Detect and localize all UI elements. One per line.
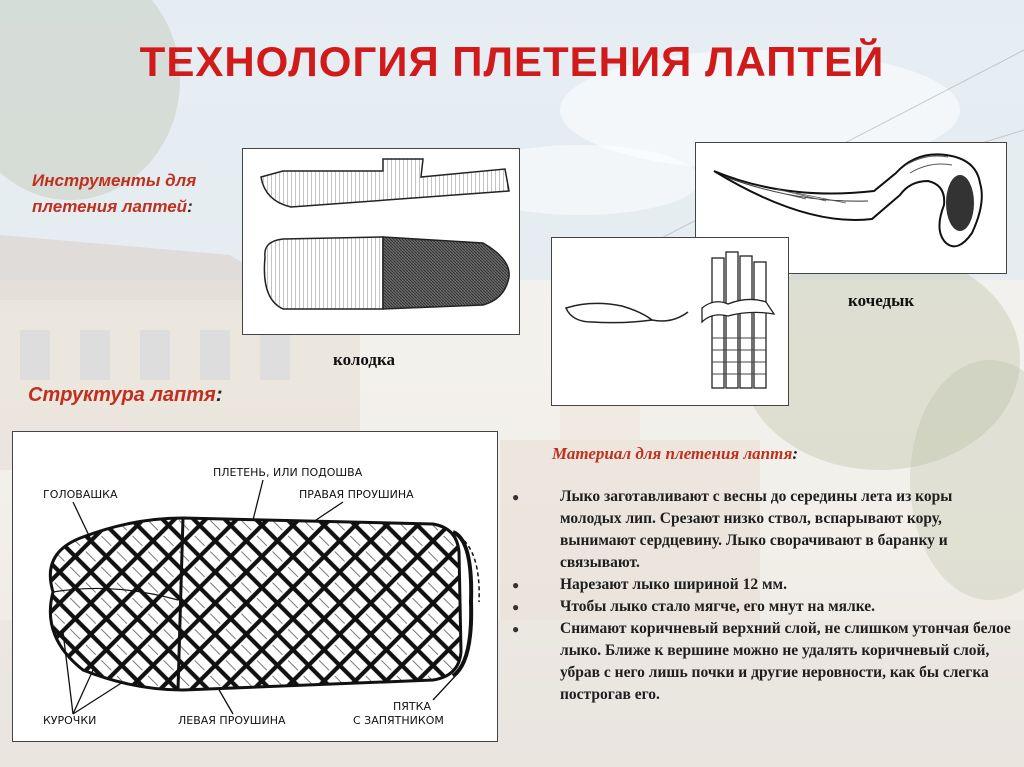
list-item [510, 596, 1015, 618]
list-item-text: Нарезают лыко шириной 12 мм. [560, 576, 787, 593]
material-heading-text: Материал для плетения лаптя [552, 444, 793, 463]
list-item-text: Лыко заготавливают с весны до середины лета из коры молодых лип. Срезают низко ствол, вспарывают кору, вынимают сердцевину. Лыко сворачивают в баранку и связывают. [560, 488, 953, 571]
list-item [510, 618, 1015, 706]
bullet-icon: ● [512, 622, 520, 636]
structure-heading [28, 384, 223, 407]
label-kurochki: КУРОЧКИ [43, 714, 97, 727]
lapot-structure-diagram [12, 431, 498, 742]
list-item-text: Снимают коричневый верхний слой, не слишком утончая белое лыко. Ближе к вершине можно не удалять коричневый слой, убрав с него лишь почки и другие неровности, как бы слегка построгав его. [560, 620, 1011, 703]
structure-heading-text: Структура лаптя [28, 384, 216, 406]
label-heel-back: С ЗАПЯТНИКОМ [353, 714, 444, 727]
kolodka-drawing [243, 149, 519, 334]
label-left-loop: ЛЕВАЯ ПРОУШИНА [178, 714, 286, 727]
material-list [510, 486, 1015, 706]
material-heading [552, 444, 962, 464]
kochedyk-caption: кочедык [848, 291, 915, 310]
label-heel: ПЯТКА [393, 700, 431, 713]
tools-heading [32, 168, 242, 220]
weaving-tool-image [551, 237, 789, 406]
weaving-tool-drawing [552, 238, 788, 405]
label-head: ГОЛОВАШКА [43, 488, 118, 501]
list-item-text: Чтобы лыко стало мягче, его мнут на мялке. [560, 598, 876, 615]
bullet-icon: ● [512, 578, 520, 592]
list-item [510, 574, 1015, 596]
label-sole: ПЛЕТЕНЬ, ИЛИ ПОДОШВА [213, 466, 363, 479]
label-right-loop: ПРАВАЯ ПРОУШИНА [299, 488, 414, 501]
tools-heading-text: Инструменты для плетения лаптей [32, 171, 197, 216]
kolodka-image [242, 148, 520, 335]
bullet-icon: ● [512, 490, 520, 504]
structure-heading-colon: : [215, 384, 223, 406]
page-title: ТЕХНОЛОГИЯ ПЛЕТЕНИЯ ЛАПТЕЙ [139, 38, 885, 85]
material-heading-colon: : [792, 444, 798, 463]
kolodka-caption: колодка [333, 350, 396, 369]
list-item [510, 486, 1015, 574]
lapot-structure-drawing [13, 432, 497, 741]
bullet-icon: ● [512, 600, 520, 614]
tools-heading-colon: : [187, 197, 193, 216]
